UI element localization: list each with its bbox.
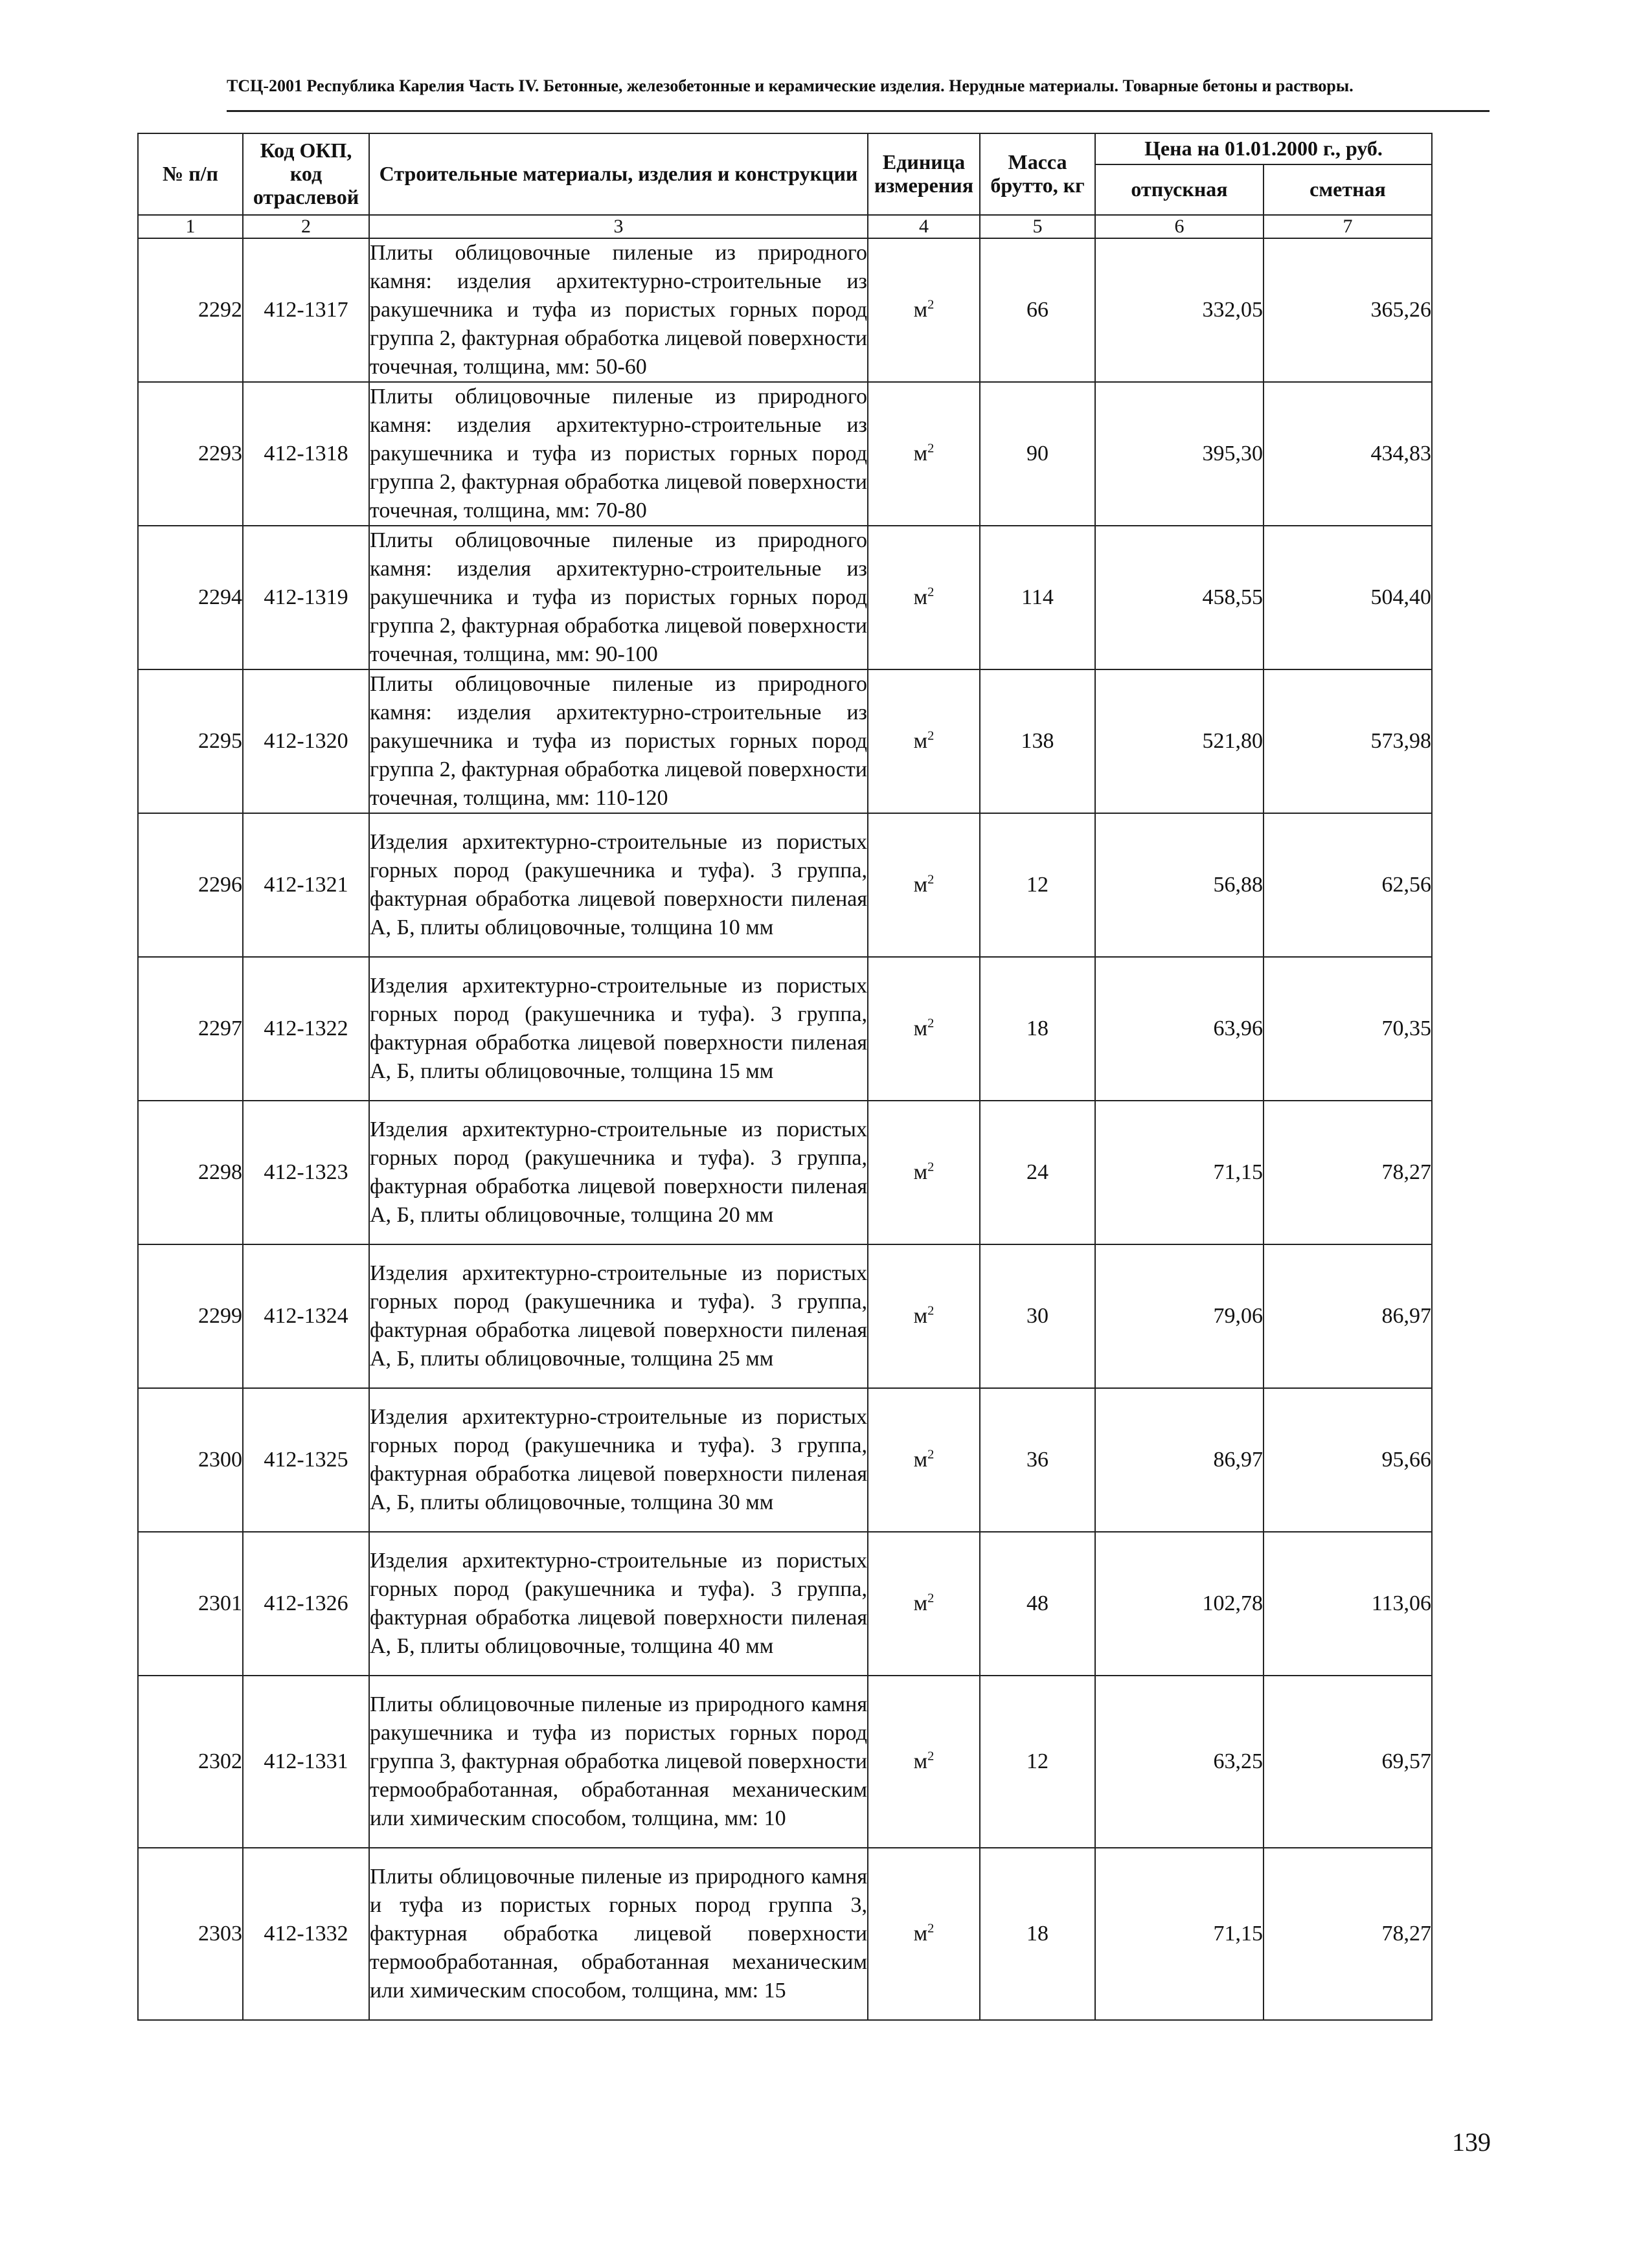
row-price-release: 71,15 [1095,1848,1264,2020]
column-number: 4 [868,215,980,238]
row-price-release: 86,97 [1095,1388,1264,1532]
column-number: 5 [980,215,1095,238]
row-code: 412-1317 [243,238,369,382]
row-description: Изделия архитектурно-строительные из пористых горных пород (ракушечника и туфа). 3 группа, фактурная обработка лицевой поверхности пиленая А, Б, плиты облицовочные, толщина 10 мм [369,813,868,957]
table-row [138,238,1432,382]
row-price-estimate: 78,27 [1264,1848,1432,2020]
unit-exponent: 2 [927,1749,935,1764]
row-mass: 36 [980,1388,1095,1532]
row-description: Изделия архитектурно-строительные из пористых горных пород (ракушечника и туфа). 3 группа, фактурная обработка лицевой поверхности пиленая А, Б, плиты облицовочные, толщина 25 мм [369,1244,868,1388]
row-number: 2299 [138,1244,243,1388]
unit-exponent: 2 [927,441,935,456]
row-mass: 18 [980,1848,1095,2020]
row-code: 412-1326 [243,1532,369,1676]
unit-base: м [913,1922,928,1946]
unit-base: м [913,873,928,897]
row-unit [868,238,980,382]
row-code: 412-1321 [243,813,369,957]
row-price-release: 395,30 [1095,382,1264,526]
row-description: Плиты облицовочные пиленые из природного камня ракушечника и туфа из пористых горных пород группа 3, фактурная обработка лицевой поверхности термообработанная, обработанная механическим или химическим способом, толщина, мм: 10 [369,1676,868,1848]
row-price-estimate: 573,98 [1264,669,1432,813]
page-number: 139 [1452,2128,1491,2157]
row-number: 2294 [138,526,243,669]
unit-exponent: 2 [927,1447,935,1462]
row-unit [868,1101,980,1244]
unit-base: м [913,1749,928,1773]
unit-exponent: 2 [927,728,935,743]
row-price-release: 332,05 [1095,238,1264,382]
row-price-release: 63,96 [1095,957,1264,1101]
table-row [138,957,1432,1101]
column-number: 2 [243,215,369,238]
table-row [138,1388,1432,1532]
header-name: Строительные материалы, изделия и конструкции [369,133,868,215]
row-code: 412-1332 [243,1848,369,2020]
unit-base: м [913,1591,928,1615]
row-unit [868,813,980,957]
table-header-row [138,133,1432,164]
row-price-release: 71,15 [1095,1101,1264,1244]
unit-base: м [913,442,928,466]
row-price-estimate: 69,57 [1264,1676,1432,1848]
price-table [137,133,1433,2021]
row-mass: 24 [980,1101,1095,1244]
row-code: 412-1319 [243,526,369,669]
row-unit [868,1848,980,2020]
row-description: Изделия архитектурно-строительные из пористых горных пород (ракушечника и туфа). 3 группа, фактурная обработка лицевой поверхности пиленая А, Б, плиты облицовочные, толщина 40 мм [369,1532,868,1676]
row-code: 412-1331 [243,1676,369,1848]
row-code: 412-1324 [243,1244,369,1388]
table-row [138,813,1432,957]
row-price-estimate: 365,26 [1264,238,1432,382]
row-unit [868,526,980,669]
unit-exponent: 2 [927,585,935,600]
column-number: 3 [369,215,868,238]
table-row [138,1676,1432,1848]
unit-base: м [913,1304,928,1328]
header-price-release: отпускная [1095,164,1264,215]
row-mass: 48 [980,1532,1095,1676]
table-row [138,1101,1432,1244]
row-number: 2295 [138,669,243,813]
table-row [138,1244,1432,1388]
table-row [138,526,1432,669]
column-numbers-row [138,215,1432,238]
row-description: Изделия архитектурно-строительные из пористых горных пород (ракушечника и туфа). 3 группа, фактурная обработка лицевой поверхности пиленая А, Б, плиты облицовочные, толщина 20 мм [369,1101,868,1244]
row-unit [868,1676,980,1848]
row-price-estimate: 95,66 [1264,1388,1432,1532]
row-mass: 114 [980,526,1095,669]
row-unit [868,1388,980,1532]
row-number: 2298 [138,1101,243,1244]
header-price-estimate: сметная [1264,164,1432,215]
row-unit [868,1244,980,1388]
row-price-estimate: 62,56 [1264,813,1432,957]
unit-base: м [913,1448,928,1472]
row-price-estimate: 113,06 [1264,1532,1432,1676]
row-number: 2293 [138,382,243,526]
row-code: 412-1325 [243,1388,369,1532]
row-price-release: 521,80 [1095,669,1264,813]
unit-exponent: 2 [927,1921,935,1936]
row-unit [868,957,980,1101]
row-code: 412-1322 [243,957,369,1101]
unit-exponent: 2 [927,1303,935,1318]
row-unit [868,382,980,526]
column-number: 7 [1264,215,1432,238]
table-row [138,1848,1432,2020]
row-mass: 66 [980,238,1095,382]
row-number: 2297 [138,957,243,1101]
row-code: 412-1318 [243,382,369,526]
table-row [138,382,1432,526]
row-number: 2296 [138,813,243,957]
row-price-estimate: 86,97 [1264,1244,1432,1388]
row-description: Плиты облицовочные пиленые из природного камня: изделия архитектурно-строительные из ракушечника и туфа из пористых горных пород группа 2, фактурная обработка лицевой поверхности точечная, толщина, мм: 50-60 [369,238,868,382]
row-mass: 138 [980,669,1095,813]
unit-exponent: 2 [927,1160,935,1174]
row-description: Плиты облицовочные пиленые из природного камня и туфа из пористых горных пород группа 3, фактурная обработка лицевой поверхности термообработанная, обработанная механическим или химическим способом, толщина, мм: 15 [369,1848,868,2020]
unit-base: м [913,1016,928,1040]
row-price-release: 102,78 [1095,1532,1264,1676]
row-price-estimate: 78,27 [1264,1101,1432,1244]
row-description: Плиты облицовочные пиленые из природного камня: изделия архитектурно-строительные из ракушечника и туфа из пористых горных пород группа 2, фактурная обработка лицевой поверхности точечная, толщина, мм: 70-80 [369,382,868,526]
unit-exponent: 2 [927,1591,935,1606]
row-number: 2292 [138,238,243,382]
unit-exponent: 2 [927,297,935,312]
header-price-group: Цена на 01.01.2000 г., руб. [1095,133,1432,164]
row-price-release: 458,55 [1095,526,1264,669]
row-price-estimate: 504,40 [1264,526,1432,669]
row-number: 2300 [138,1388,243,1532]
row-mass: 12 [980,1676,1095,1848]
row-number: 2301 [138,1532,243,1676]
row-price-estimate: 70,35 [1264,957,1432,1101]
row-number: 2303 [138,1848,243,2020]
header-mass: Масса брутто, кг [980,133,1095,215]
row-mass: 30 [980,1244,1095,1388]
unit-base: м [913,1160,928,1184]
row-mass: 18 [980,957,1095,1101]
column-number: 6 [1095,215,1264,238]
row-description: Плиты облицовочные пиленые из природного камня: изделия архитектурно-строительные из ракушечника и туфа из пористых горных пород группа 2, фактурная обработка лицевой поверхности точечная, толщина, мм: 90-100 [369,526,868,669]
row-description: Изделия архитектурно-строительные из пористых горных пород (ракушечника и туфа). 3 группа, фактурная обработка лицевой поверхности пиленая А, Б, плиты облицовочные, толщина 15 мм [369,957,868,1101]
table-row [138,669,1432,813]
row-number: 2302 [138,1676,243,1848]
row-unit [868,1532,980,1676]
header-code: Код ОКП, код отраслевой [243,133,369,215]
unit-base: м [913,729,928,753]
unit-exponent: 2 [927,872,935,887]
row-price-estimate: 434,83 [1264,382,1432,526]
row-mass: 90 [980,382,1095,526]
row-price-release: 56,88 [1095,813,1264,957]
table-row [138,1532,1432,1676]
header-unit: Единица измерения [868,133,980,215]
row-mass: 12 [980,813,1095,957]
row-description: Изделия архитектурно-строительные из пористых горных пород (ракушечника и туфа). 3 группа, фактурная обработка лицевой поверхности пиленая А, Б, плиты облицовочные, толщина 30 мм [369,1388,868,1532]
unit-base: м [913,298,928,322]
row-price-release: 79,06 [1095,1244,1264,1388]
header-num: № п/п [138,133,243,215]
row-code: 412-1320 [243,669,369,813]
unit-base: м [913,585,928,609]
page-header: ТСЦ-2001 Республика Карелия Часть IV. Бетонные, железобетонные и керамические изделия. Нерудные материалы. Товарные бетоны и растворы. [227,76,1490,112]
row-description: Плиты облицовочные пиленые из природного камня: изделия архитектурно-строительные из ракушечника и туфа из пористых горных пород группа 2, фактурная обработка лицевой поверхности точечная, толщина, мм: 110-120 [369,669,868,813]
row-unit [868,669,980,813]
unit-exponent: 2 [927,1016,935,1031]
row-code: 412-1323 [243,1101,369,1244]
row-price-release: 63,25 [1095,1676,1264,1848]
column-number: 1 [138,215,243,238]
